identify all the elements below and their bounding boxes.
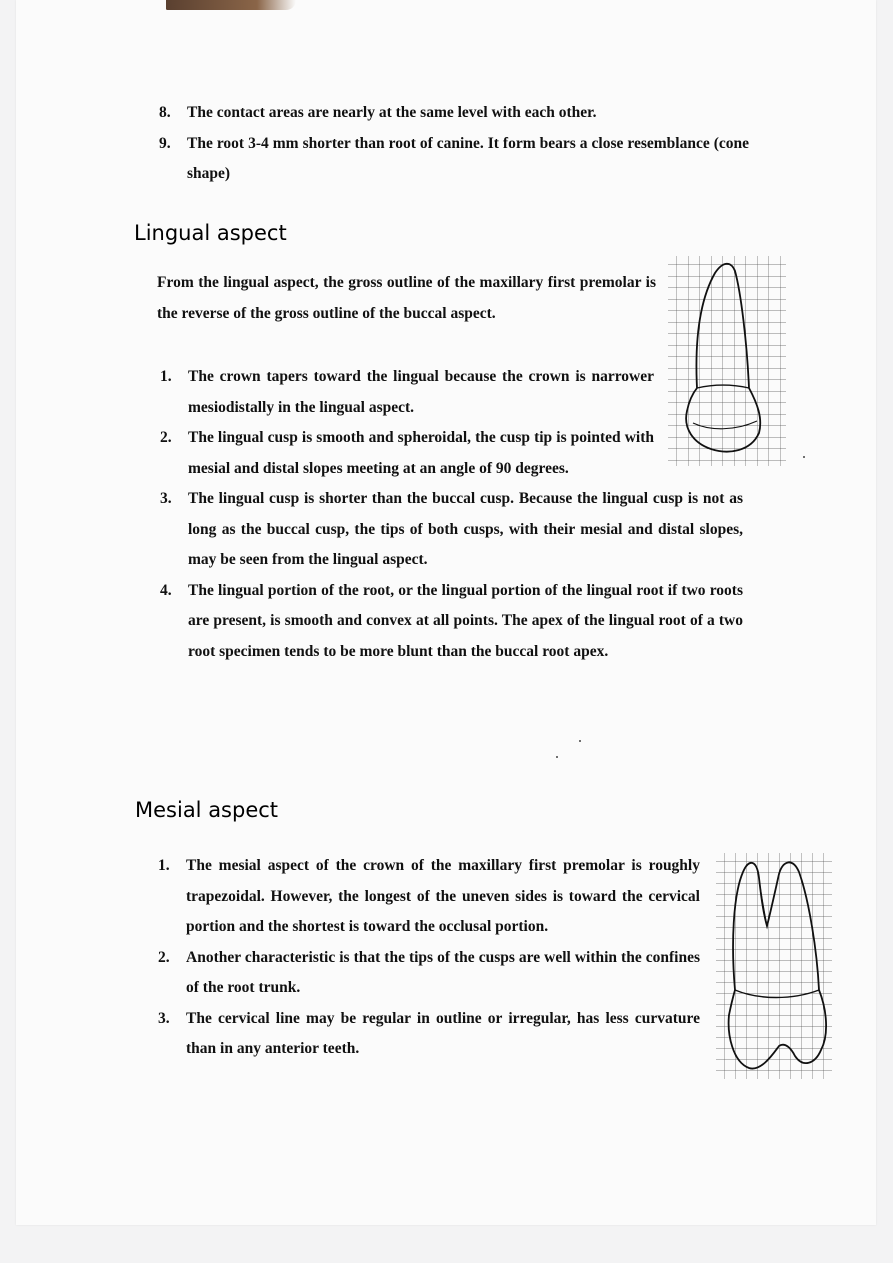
list-text: The mesial aspect of the crown of the maxillary first premolar is roughly trapezoidal. However, the longest of the uneven sides is toward the cervical portion and the shortest is toward the occlusal portion. <box>186 857 700 935</box>
page-edge-stain <box>166 0 296 10</box>
paper-speck <box>556 756 558 758</box>
lingual-tooth-figure <box>665 253 791 471</box>
list-number: 1. <box>160 368 172 385</box>
list-number: 2. <box>160 429 172 446</box>
list-text: Another characteristic is that the tips of the cusps are well within the confines of the root trunk. <box>186 948 700 996</box>
list-text: The contact areas are nearly at the same level with each other. <box>187 104 597 121</box>
list-number: 1. <box>158 857 170 874</box>
lingual-list <box>160 362 743 667</box>
list-text: The crown tapers toward the lingual because the crown is narrower mesiodistally in the lingual aspect. <box>188 368 654 416</box>
document-page <box>16 0 876 1225</box>
paper-speck <box>579 740 581 742</box>
list-text: The root 3-4 mm shorter than root of canine. It form bears a close resemblance (cone shape) <box>187 134 749 182</box>
lingual-heading: Lingual aspect <box>134 221 287 245</box>
list-item <box>159 129 749 190</box>
top-list <box>159 98 749 190</box>
list-number: 4. <box>160 581 172 599</box>
mesial-heading: Mesial aspect <box>135 798 279 822</box>
list-number: 3. <box>158 1009 170 1027</box>
list-item <box>158 1004 700 1065</box>
list-item <box>160 362 654 423</box>
list-number: 3. <box>160 490 172 507</box>
list-item <box>160 484 743 576</box>
lingual-intro: From the lingual aspect, the gross outline of the maxillary first premolar is the reverse of the gross outline of the buccal aspect. <box>157 274 656 322</box>
list-number: 8. <box>159 104 171 121</box>
list-item <box>159 98 749 129</box>
list-number: 2. <box>158 948 170 966</box>
list-number: 9. <box>159 134 171 152</box>
mesial-tooth-figure <box>713 850 837 1084</box>
mesial-list <box>158 851 700 1065</box>
list-item <box>160 576 743 668</box>
list-text: The lingual portion of the root, or the lingual portion of the lingual root if two roots are present, is smooth and convex at all points. The apex of the lingual root of a two root specimen tends to be more blunt than the buccal root apex. <box>188 581 743 660</box>
list-text: The lingual cusp is shorter than the buccal cusp. Because the lingual cusp is not as long as the buccal cusp, the tips of both cusps, with their mesial and distal slopes, may be seen from the lingual aspect. <box>188 490 743 568</box>
list-item <box>158 851 700 943</box>
list-item <box>158 943 700 1004</box>
list-text: The cervical line may be regular in outline or irregular, has less curvature than in any anterior teeth. <box>186 1009 700 1057</box>
paper-speck <box>803 456 805 458</box>
list-item <box>160 423 654 484</box>
list-text: The lingual cusp is smooth and spheroidal, the cusp tip is pointed with mesial and distal slopes meeting at an angle of 90 degrees. <box>188 429 654 477</box>
